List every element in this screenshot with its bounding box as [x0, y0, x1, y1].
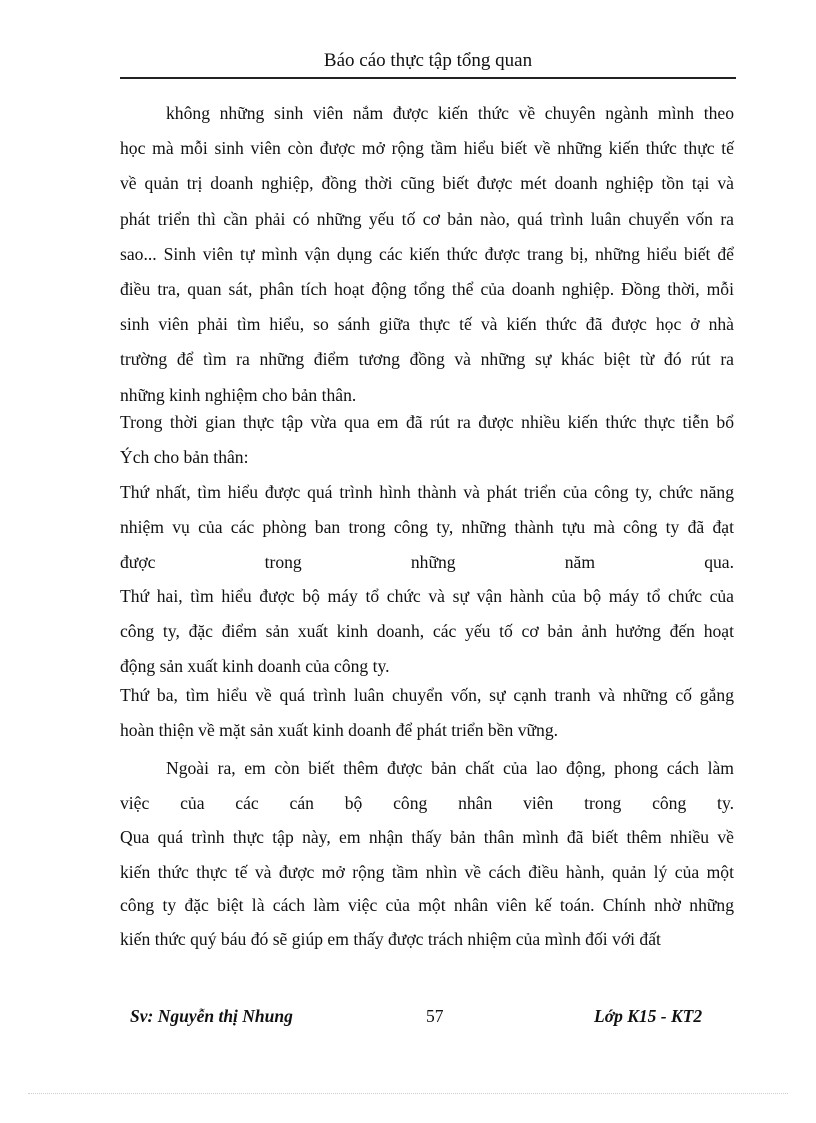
text-line: kiến thức thực tế và được mở rộng tầm nhìn về cách điều hành, quản lý của một — [120, 862, 734, 882]
text-line: được trong những năm qua. — [120, 552, 734, 572]
text-line: Thứ nhất, tìm hiểu được quá trình hình thành và phát triển của công ty, chức năng — [120, 482, 734, 502]
text-line: công ty, đặc điểm sản xuất kinh doanh, các yếu tố cơ bản ảnh hưởng đến hoạt — [120, 621, 734, 641]
text-line: về quản trị doanh nghiệp, đồng thời cũng biết được mét doanh nghiệp tồn tại và — [120, 173, 734, 193]
text-line: Ých cho bản thân: — [120, 447, 249, 467]
text-line: Trong thời gian thực tập vừa qua em đã rút ra được nhiều kiến thức thực tiễn bổ — [120, 412, 734, 432]
text-line: Thứ hai, tìm hiểu được bộ máy tổ chức và sự vận hành của bộ máy tổ chức của — [120, 586, 734, 606]
text-line: những kinh nghiệm cho bản thân. — [120, 385, 357, 405]
text-line: công ty đặc biệt là cách làm việc của một nhân viên kế toán. Chính nhờ những — [120, 895, 734, 915]
text-line: học mà mỗi sinh viên còn được mở rộng tầm hiểu biết về những kiến thức thực tế — [120, 138, 734, 158]
text-line: không những sinh viên nắm được kiến thức về chuyên ngành mình theo — [166, 103, 734, 123]
footer-page-number: 57 — [426, 1006, 444, 1026]
text-line: phát triển thì cần phải có những yếu tố cơ bản nào, quá trình luân chuyển vốn ra — [120, 209, 734, 229]
text-line: kiến thức quý báu đó sẽ giúp em thấy được trách nhiệm của mình đối với đất — [120, 929, 661, 949]
text-line: Ngoài ra, em còn biết thêm được bản chất của lao động, phong cách làm — [166, 758, 734, 778]
text-line: động sản xuất kinh doanh của công ty. — [120, 656, 390, 676]
text-line: trường để tìm ra những điểm tương đồng và những sự khác biệt từ đó rút ra — [120, 349, 734, 369]
header-divider — [120, 77, 736, 79]
text-line: việc của các cán bộ công nhân viên trong công ty. — [120, 793, 734, 813]
page-bottom-divider — [28, 1093, 788, 1094]
footer-student-name: Sv: Nguyễn thị Nhung — [130, 1006, 293, 1026]
text-line: sao... Sinh viên tự mình vận dụng các kiến thức được trang bị, những hiểu biết để — [120, 244, 734, 264]
footer-class-name: Lớp K15 - KT2 — [594, 1006, 703, 1026]
text-line: Thứ ba, tìm hiểu về quá trình luân chuyển vốn, sự cạnh tranh và những cố gắng — [120, 685, 734, 705]
header-title: Báo cáo thực tập tổng quan — [323, 50, 533, 71]
text-line: hoàn thiện về mặt sản xuất kinh doanh để phát triển bền vững. — [120, 720, 559, 740]
text-line: nhiệm vụ của các phòng ban trong công ty, những thành tựu mà công ty đã đạt — [120, 517, 734, 537]
text-line: điều tra, quan sát, phân tích hoạt động tổng thể của doanh nghiệp. Đồng thời, mỗi — [120, 279, 734, 299]
text-line: Qua quá trình thực tập này, em nhận thấy bản thân mình đã biết thêm nhiều về — [120, 827, 734, 847]
text-line: sinh viên phải tìm hiểu, so sánh giữa thực tế và kiến thức đã được học ở nhà — [120, 314, 734, 334]
